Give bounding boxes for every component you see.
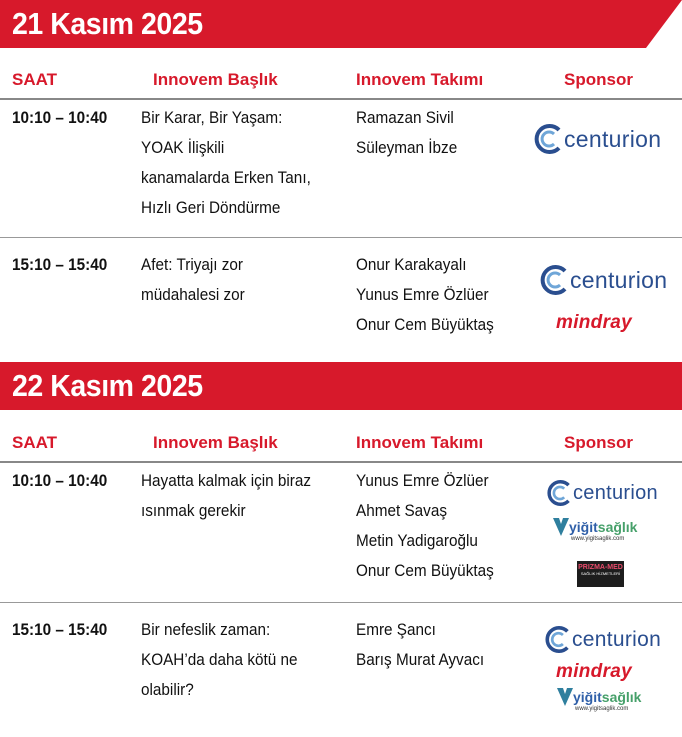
- centurion-logo: centurion: [546, 480, 658, 506]
- col-header-baslik: Innovem Başlık: [153, 433, 278, 452]
- centurion-swirl-icon: [539, 265, 569, 295]
- session-time: 15:10 – 15:40: [12, 255, 108, 274]
- centurion-logo: centurion: [533, 124, 661, 154]
- header-divider: [0, 461, 682, 463]
- col-header-takim: Innovem Takımı: [356, 433, 484, 452]
- session-title: Bir Karar, Bir Yaşam: YOAK İlişkili kanamalarda Erken Tanı, Hızlı Geri Döndürme: [141, 108, 311, 217]
- col-header-takim: Innovem Takımı: [356, 70, 484, 89]
- session-time: 10:10 – 10:40: [12, 471, 108, 490]
- centurion-logo: centurion: [539, 265, 667, 295]
- session-time: 15:10 – 15:40: [12, 620, 108, 639]
- centurion-swirl-icon: [533, 124, 563, 154]
- col-header-saat: SAAT: [12, 433, 58, 452]
- yigitsaglik-mark-icon: [553, 518, 569, 536]
- session-title: Afet: Triyajı zor müdahalesi zor: [141, 255, 245, 304]
- day-banner: [0, 362, 682, 410]
- day-banner: [0, 0, 682, 48]
- centurion-swirl-icon: [546, 480, 572, 506]
- session-title: Hayatta kalmak için biraz ısınmak gerekir: [141, 471, 312, 520]
- mindray-logo: mindray: [556, 661, 633, 682]
- col-header-saat: SAAT: [12, 70, 58, 89]
- session-team: Onur Karakayalı Yunus Emre Özlüer Onur Cem Büyüktaş: [356, 255, 494, 334]
- col-header-sponsor: Sponsor: [564, 70, 633, 89]
- session-time: 10:10 – 10:40: [12, 108, 108, 127]
- col-header-sponsor: Sponsor: [564, 433, 633, 452]
- centurion-logo: centurion: [544, 626, 661, 653]
- yigitsaglik-logo: yiğitsağlık www.yigitsaglik.com: [557, 688, 641, 712]
- session-title: Bir nefeslik zaman: KOAH’da daha kötü ne olabilir?: [141, 620, 298, 699]
- day-title: 21 Kasım 2025: [12, 6, 203, 41]
- session-team: Yunus Emre Özlüer Ahmet Savaş Metin Yadigaroğlu Onur Cem Büyüktaş: [356, 471, 494, 580]
- day-title: 22 Kasım 2025: [12, 368, 203, 403]
- yigitsaglik-logo: yiğitsağlık www.yigitsaglik.com: [553, 518, 637, 542]
- centurion-swirl-icon: [544, 626, 571, 653]
- row-divider: [0, 237, 682, 238]
- header-divider: [0, 98, 682, 100]
- row-divider: [0, 602, 682, 603]
- session-team: Emre Şancı Barış Murat Ayvacı: [356, 620, 485, 669]
- col-header-baslik: Innovem Başlık: [153, 70, 278, 89]
- prizmamed-logo: PRIZMA-MED SAĞLIK HİZMETLERİ: [577, 561, 624, 587]
- session-team: Ramazan Sivil Süleyman İbze: [356, 108, 458, 157]
- mindray-logo: mindray: [556, 312, 633, 333]
- yigitsaglik-mark-icon: [557, 688, 573, 706]
